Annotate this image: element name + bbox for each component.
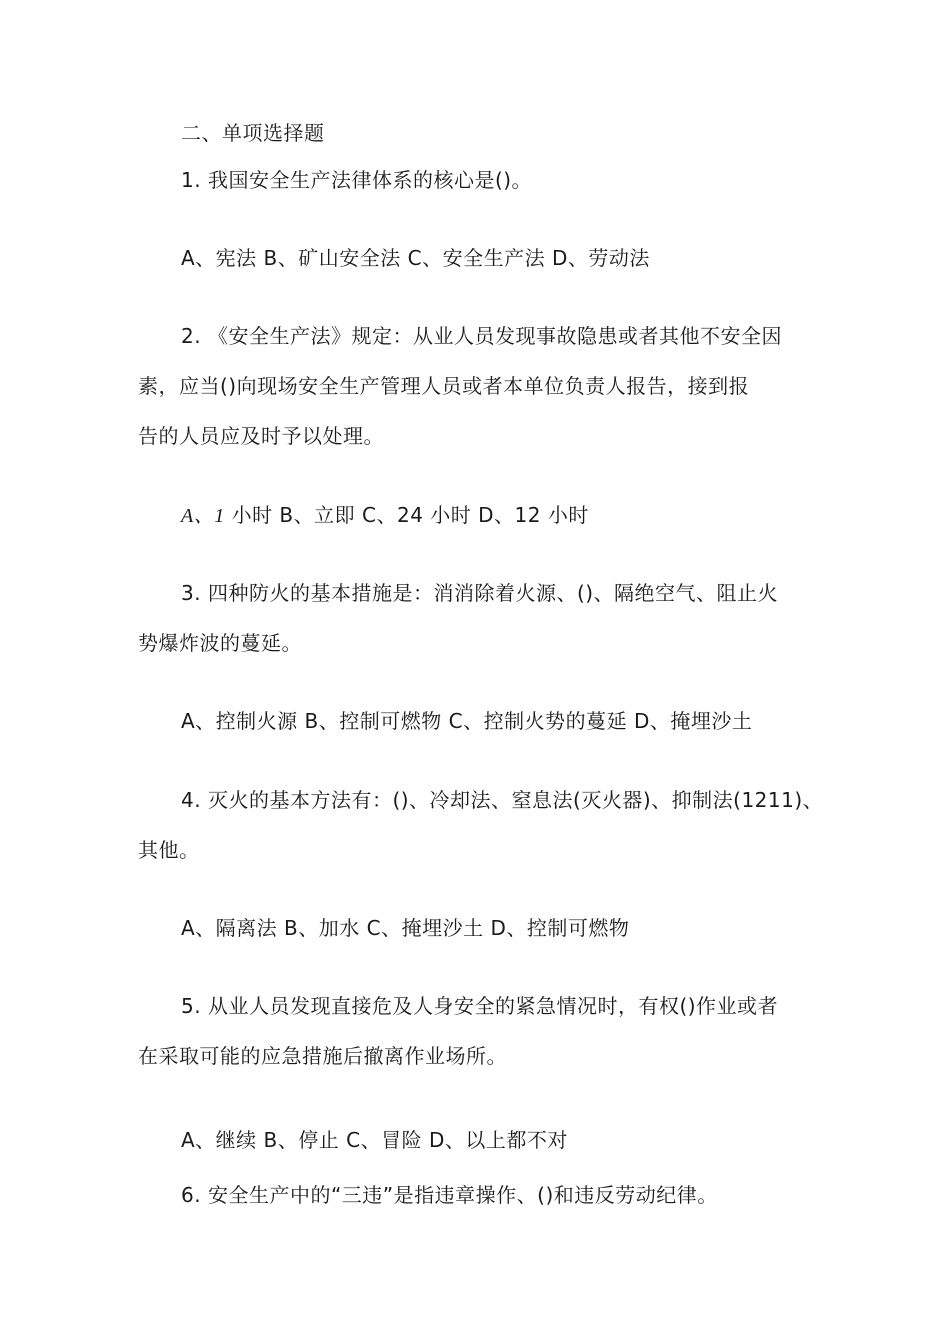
question-2-stem-line-2: 素，应当()向现场安全生产管理人员或者本单位负责人报告，接到报 xyxy=(138,374,750,398)
question-5-stem-line-2: 在采取可能的应急措施后撤离作业场所。 xyxy=(138,1044,507,1068)
question-4-options: A、隔离法 B、加水 C、掩埋沙土 D、控制可燃物 xyxy=(181,916,630,940)
question-1-options: A、宪法 B、矿山安全法 C、安全生产法 D、劳动法 xyxy=(181,246,650,270)
question-2-option-a-prefix: A、1 xyxy=(181,505,225,527)
question-6-stem: 6. 安全生产中的“三违”是指违章操作、()和违反劳动纪律。 xyxy=(181,1183,718,1207)
question-4-stem-line-2: 其他。 xyxy=(138,838,200,862)
question-3-stem-line-1: 3. 四种防火的基本措施是：消消除着火源、()、隔绝空气、阻止火 xyxy=(181,581,779,605)
question-2-options-rest: 小时 B、立即 C、24 小时 D、12 小时 xyxy=(231,503,589,527)
question-1-stem: 1. 我国安全生产法律体系的核心是()。 xyxy=(181,168,533,192)
question-3-stem-line-2: 势爆炸波的蔓延。 xyxy=(138,631,302,655)
question-2-options xyxy=(181,502,589,529)
question-2-stem-line-1: 2. 《安全生产法》规定：从业人员发现事故隐患或者其他不安全因 xyxy=(181,324,782,348)
question-4-stem-line-1: 4. 灭火的基本方法有：()、冷却法、窒息法(灭火器)、抑制法(1211)、 xyxy=(181,788,824,812)
question-5-stem-line-1: 5. 从业人员发现直接危及人身安全的紧急情况时，有权()作业或者 xyxy=(181,994,779,1018)
section-title: 二、单项选择题 xyxy=(181,121,325,145)
question-5-options: A、继续 B、停止 C、冒险 D、以上都不对 xyxy=(181,1128,568,1152)
question-3-options: A、控制火源 B、控制可燃物 C、控制火势的蔓延 D、掩埋沙土 xyxy=(181,709,753,733)
question-2-stem-line-3: 告的人员应及时予以处理。 xyxy=(138,424,384,448)
